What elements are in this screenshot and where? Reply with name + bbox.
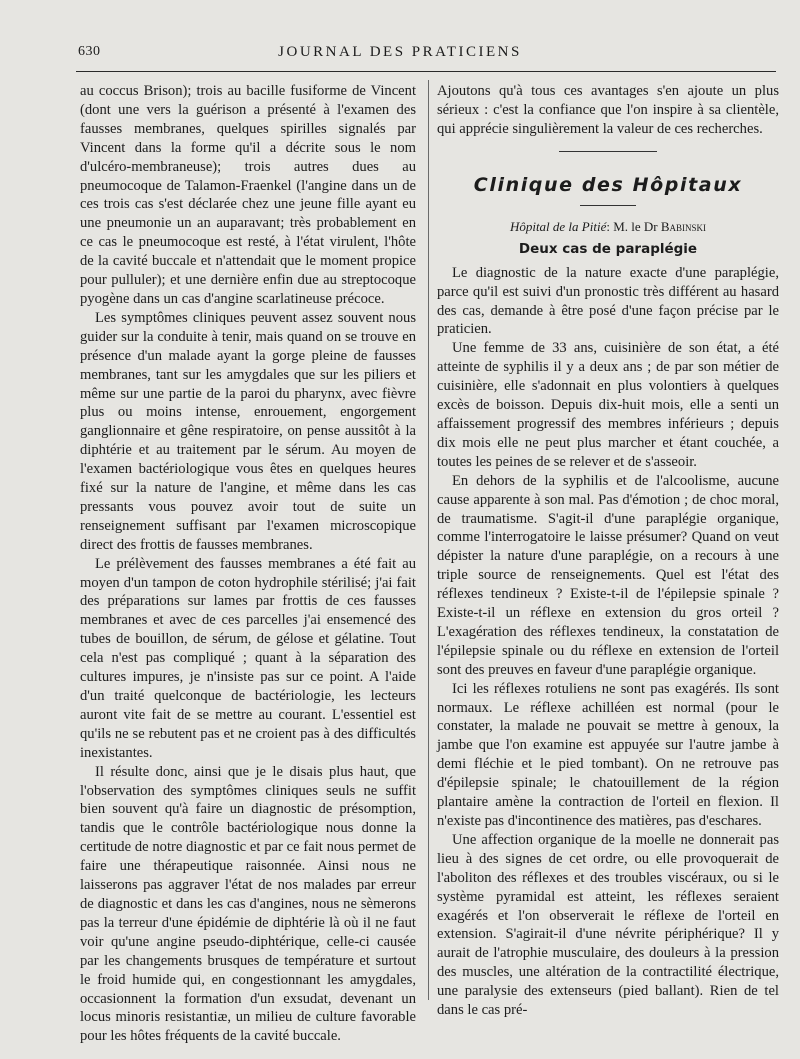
page-number: 630 [78,44,101,59]
page-header [0,44,800,66]
left-paragraph-1: au coccus Brison); trois au bacille fusiforme de Vincent (dont une vers la guérison a présenté à l'examen des fausses membranes, quelques spirilles signalés par Vincent dans la forme qu'il a décrite sous le nom d'ulcéro-membraneuse); trois autres dues au pneumocoque de Talamon-Fraenkel (l'angine dans un de ces trois cas s'est déclarée chez une jeune fille ayant eu une pneumonie un an auparavant; très probablement en ce cas le pneumocoque est resté, à l'état virulent, l'hôte de la cavité buccale et n'attendait que le moment propice pour pulluler); et une dernière enfin due au streptocoque pyogène dans un cas d'angine scarlatineuse précoce. [80,83,416,307]
byline-doctor: : M. le Dr [606,218,658,234]
left-paragraph-2: Les symptômes cliniques peuvent assez souvent nous guider sur la conduite à tenir, mais quand on se trouve en présence d'un malade ayant la gorge pleine de fausses membranes, tant sur les amygdales que sur les piliers et même sur une partie de la paroi du pharynx, avec fièvre plus ou moins intense, enrouement, engorgement ganglionnaire et gêne respiratoire, on pense aussitôt à la diphtérie et au traitement par le sérum. Au moyen de l'examen bactériologique vous êtes en quelques heures fixé sur la nature de l'angine, et même dans les cas pressants vous pouvez avoir tout de suite un renseignement suffisant par l'examen microscopique direct des frottis de fausses membranes. [80,309,416,553]
byline-name: Babinski [660,218,707,234]
case-title: Deux cas de paraplégie [518,240,698,257]
left-paragraph-4: Il résulte donc, ainsi que je le disais plus haut, que l'observation des symptômes cliniques seuls ne suffit bien souvent qu'à faire un diagnostic de présomption, tandis que le contrôle bactériologique nous donne la certitude de notre diagnostic et par ce fait nous permet de faire une thérapeutique raisonnée. Ainsi nous ne laisserons pas aggraver l'état de nos malades par erreur de diagnostic et dans les cas d'angines, nous ne sèmerons pas la terreur d'une épidémie de diphtérie là où il ne faut voir qu'une angine pseudo-diphtérique, celle-ci causée par les changements brusques de température et surtout le froid humide qui, en congestionnant les amygdales, occasionnent la formation d'un exsudat, devenant un locus minoris resistantiæ, un milieu de culture favorable pour les hôtes fréquents de la cavité buccale. [80,763,416,1045]
section-title: Clinique des Hôpitaux [473,173,743,196]
right-paragraph-1: Le diagnostic de la nature exacte d'une paraplégie, parce qu'il est suivi d'un pronostic très différent au hasard des cas, demande à être posé d'une façon précise par le praticien. [437,264,779,338]
column-divider [428,80,429,1000]
running-title: JOURNAL DES PRATICIENS [278,44,522,60]
left-column [80,82,416,1046]
right-paragraph-3: En dehors de la syphilis et de l'alcoolisme, aucune cause apparente à son mal. Pas d'émotion ; de choc moral, de traumatisme. S'agit-il d'une paraplégie organique, comme l'interrogatoire le laisse présumer? Quand on veut dépister la nature d'une paraplégie, on a recours à une triple source de renseignements. Quel est l'état des réflexes tendineux ? Existe-t-il de l'épilepsie spinale ? Existe-t-il un réflexe en extension du gros orteil ? L'exagération des réflexes tendineux, la constatation de l'épilepsie spinale ou du réflexe en extension de l'orteil sont des preuves en faveur d'une paraplégie organique. [437,472,779,678]
right-paragraph-5: Une affection organique de la moelle ne donnerait pas lieu à des signes de cet ordre, ou elle provoquerait de l'aboliton des réflexes et des troubles viscéraux, ou si le système pyramidal est atteint, les réflexes seraient exagérés et l'on observerait le réflexe de l'orteil en extension. S'agirait-il d'une névrite périphérique? Il y aurait de l'atrophie musculaire, des douleurs à la pression des muscles, une altération de la contractilité électrique, une paralysie des extenseurs (pied ballant). Rien de tel dans le cas pré- [437,831,779,1019]
header-rule [76,71,776,72]
right-column [437,82,779,1020]
byline [437,218,779,236]
right-paragraph-2: Une femme de 33 ans, cuisinière de son état, a été atteinte de syphilis il y a deux ans ; de par son métier de cuisinière, elle s'adonnait en plus volontiers à quelques excès de boisson. Depuis dix-huit mois, elle a senti un affaissement progressif des membres inférieurs ; depuis dix mois elle ne peut plus marcher et étant couchée, a toutes les peines de se relever et de s'asseoir. [437,340,779,470]
byline-place: Hôpital de la Pitié [509,218,607,234]
title-separator [580,205,636,206]
left-paragraph-3: Le prélèvement des fausses membranes a été fait au moyen d'un tampon de coton hydrophile stérilisé; j'ai fait des préparations sur lames par frottis de ces fausses membranes et avec de ces parcelles j'ai ensemencé des tubes de bouillon, de sérum, de gélose et gélatine. Tout cela n'est pas compliqué ; quant à la séparation des cultures impures, je n'insiste pas sur ce point. A l'aide d'un traité quelconque de bactériologie, les lecteurs auront vite fait de se mettre au courant. L'essentiel est qu'ils ne se rebutent pas et ne croient pas à des difficultés inexistantes. [80,555,416,761]
section-separator [559,151,657,152]
right-paragraph-4: Ici les réflexes rotuliens ne sont pas exagérés. Ils sont normaux. Le réflexe achilléen est normal (pour le constater, la malade ne pouvait se mettre à genoux, la jambe que l'on examine est appuyée sur l'autre jambe à demi fléchie et le pied tombant). On ne retrouve pas d'épilepsie spinale; le chatouillement de la région plantaire amène la contraction de l'orteil en flexion. Il n'existe pas d'incontinence des matières, pas d'eschares. [437,680,779,829]
intro-paragraph: Ajoutons qu'à tous ces avantages s'en ajoute un plus sérieux : c'est la confiance que l'on inspire à sa clientèle, qui apprécie singulièrement la valeur de ces recherches. [437,83,779,137]
